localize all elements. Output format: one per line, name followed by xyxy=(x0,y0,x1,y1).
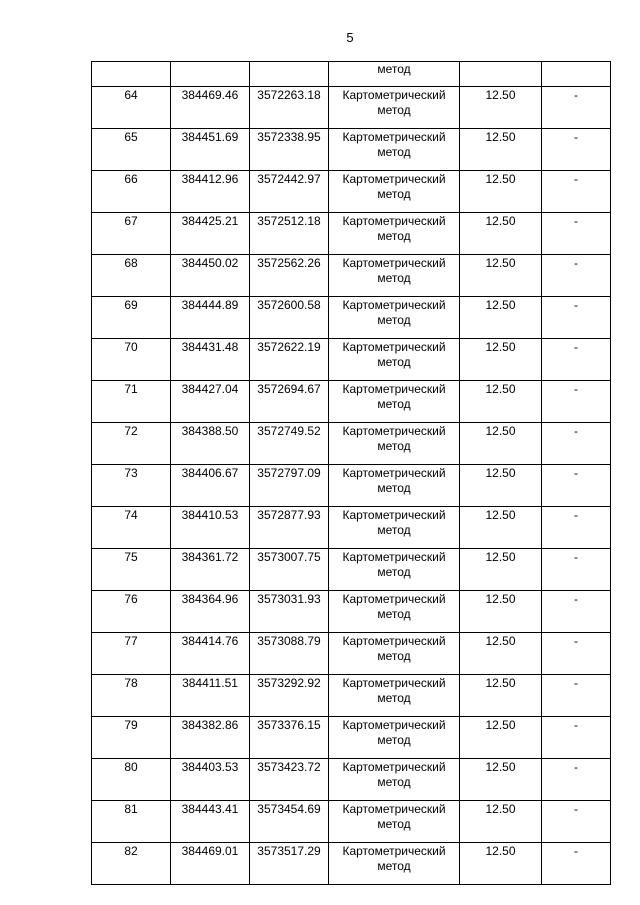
cell-y: 3573292.92 xyxy=(250,675,329,717)
cell-point-number: 72 xyxy=(92,423,171,465)
cell-x: 384444.89 xyxy=(171,297,250,339)
cell-description: - xyxy=(542,843,611,885)
cell-y: 3573088.79 xyxy=(250,633,329,675)
cell-y: 3572694.67 xyxy=(250,381,329,423)
cell-x: 384364.96 xyxy=(171,591,250,633)
cell-point-number: 80 xyxy=(92,759,171,801)
cell-method: Картометрический метод xyxy=(329,507,460,549)
table-row xyxy=(92,171,611,213)
cell-description: - xyxy=(542,675,611,717)
cell-x: 384469.01 xyxy=(171,843,250,885)
table-row xyxy=(92,675,611,717)
table-row xyxy=(92,507,611,549)
table-row xyxy=(92,549,611,591)
cell-method: Картометрический метод xyxy=(329,465,460,507)
cell-method: Картометрический метод xyxy=(329,381,460,423)
cell-method: Картометрический метод xyxy=(329,843,460,885)
cell-accuracy: 12.50 xyxy=(460,717,542,759)
cell-description: - xyxy=(542,549,611,591)
cell-accuracy: 12.50 xyxy=(460,633,542,675)
cell-accuracy: 12.50 xyxy=(460,339,542,381)
cell-description: - xyxy=(542,423,611,465)
cell-description: - xyxy=(542,759,611,801)
cell-x: 384451.69 xyxy=(171,129,250,171)
cell-x: 384410.53 xyxy=(171,507,250,549)
cell-point-number: 65 xyxy=(92,129,171,171)
cell-method: Картометрический метод xyxy=(329,213,460,255)
cell-accuracy: 12.50 xyxy=(460,255,542,297)
cell-description: - xyxy=(542,507,611,549)
cell-y: 3572442.97 xyxy=(250,171,329,213)
cell-accuracy: 12.50 xyxy=(460,213,542,255)
table-row xyxy=(92,213,611,255)
cell-accuracy: 12.50 xyxy=(460,549,542,591)
table-row xyxy=(92,843,611,885)
cell-x: 384469.46 xyxy=(171,87,250,129)
cell-y: 3573031.93 xyxy=(250,591,329,633)
cell-accuracy: 12.50 xyxy=(460,423,542,465)
cell-x: 384431.48 xyxy=(171,339,250,381)
cell-y: 3572338.95 xyxy=(250,129,329,171)
cell-method: Картометрический метод xyxy=(329,339,460,381)
cell-description: - xyxy=(542,591,611,633)
cell-y: 3573517.29 xyxy=(250,843,329,885)
cell-point-number: 64 xyxy=(92,87,171,129)
cell-accuracy: 12.50 xyxy=(460,507,542,549)
table-row xyxy=(92,465,611,507)
cell-point-number: 68 xyxy=(92,255,171,297)
cell-method: Картометрический метод xyxy=(329,549,460,591)
table-row xyxy=(92,129,611,171)
cell-method: Картометрический метод xyxy=(329,801,460,843)
cell-description: - xyxy=(542,717,611,759)
cell-method: Картометрический метод xyxy=(329,633,460,675)
table-row xyxy=(92,87,611,129)
cell-x: 384382.86 xyxy=(171,717,250,759)
cell-y: 3572562.26 xyxy=(250,255,329,297)
cell-y: 3572600.58 xyxy=(250,297,329,339)
cell-accuracy xyxy=(460,62,542,87)
cell-description: - xyxy=(542,381,611,423)
table-row xyxy=(92,717,611,759)
cell-point-number: 75 xyxy=(92,549,171,591)
cell-description: - xyxy=(542,213,611,255)
cell-point-number: 79 xyxy=(92,717,171,759)
cell-x: 384427.04 xyxy=(171,381,250,423)
table-row-continuation xyxy=(92,62,611,87)
cell-description xyxy=(542,62,611,87)
cell-x: 384443.41 xyxy=(171,801,250,843)
cell-y: 3573376.15 xyxy=(250,717,329,759)
cell-method: Картометрический метод xyxy=(329,171,460,213)
cell-y: 3573423.72 xyxy=(250,759,329,801)
coordinates-table xyxy=(91,61,611,885)
cell-y: 3572263.18 xyxy=(250,87,329,129)
cell-description: - xyxy=(542,633,611,675)
cell-y: 3573454.69 xyxy=(250,801,329,843)
cell-method: Картометрический метод xyxy=(329,423,460,465)
cell-x: 384406.67 xyxy=(171,465,250,507)
cell-point-number: 71 xyxy=(92,381,171,423)
cell-point-number: 74 xyxy=(92,507,171,549)
cell-accuracy: 12.50 xyxy=(460,843,542,885)
cell-description: - xyxy=(542,339,611,381)
cell-description: - xyxy=(542,297,611,339)
cell-method: Картометрический метод xyxy=(329,759,460,801)
cell-accuracy: 12.50 xyxy=(460,591,542,633)
page-number: 5 xyxy=(346,30,354,45)
cell-description: - xyxy=(542,255,611,297)
cell-method: Картометрический метод xyxy=(329,129,460,171)
cell-point-number: 81 xyxy=(92,801,171,843)
cell-accuracy: 12.50 xyxy=(460,759,542,801)
cell-method: Картометрический метод xyxy=(329,675,460,717)
cell-y: 3572749.52 xyxy=(250,423,329,465)
cell-point-number: 69 xyxy=(92,297,171,339)
cell-point-number xyxy=(92,62,171,87)
table-row xyxy=(92,297,611,339)
table-body xyxy=(92,62,611,885)
table-row xyxy=(92,423,611,465)
cell-y: 3572622.19 xyxy=(250,339,329,381)
table-row xyxy=(92,801,611,843)
cell-point-number: 67 xyxy=(92,213,171,255)
table-row xyxy=(92,339,611,381)
cell-accuracy: 12.50 xyxy=(460,297,542,339)
cell-description: - xyxy=(542,171,611,213)
cell-description: - xyxy=(542,87,611,129)
cell-description: - xyxy=(542,465,611,507)
cell-point-number: 76 xyxy=(92,591,171,633)
cell-description: - xyxy=(542,129,611,171)
cell-y: 3572797.09 xyxy=(250,465,329,507)
table-row xyxy=(92,633,611,675)
cell-method: Картометрический метод xyxy=(329,255,460,297)
table-row xyxy=(92,255,611,297)
cell-point-number: 82 xyxy=(92,843,171,885)
cell-x: 384388.50 xyxy=(171,423,250,465)
cell-x: 384412.96 xyxy=(171,171,250,213)
cell-method: Картометрический метод xyxy=(329,717,460,759)
cell-accuracy: 12.50 xyxy=(460,381,542,423)
cell-point-number: 78 xyxy=(92,675,171,717)
cell-accuracy: 12.50 xyxy=(460,171,542,213)
cell-point-number: 77 xyxy=(92,633,171,675)
cell-x: 384414.76 xyxy=(171,633,250,675)
cell-accuracy: 12.50 xyxy=(460,465,542,507)
cell-x: 384411.51 xyxy=(171,675,250,717)
cell-method: Картометрический метод xyxy=(329,591,460,633)
cell-accuracy: 12.50 xyxy=(460,801,542,843)
cell-method: Картометрический метод xyxy=(329,297,460,339)
table-row xyxy=(92,591,611,633)
cell-method: метод xyxy=(329,62,460,87)
cell-description: - xyxy=(542,801,611,843)
cell-x: 384361.72 xyxy=(171,549,250,591)
cell-y xyxy=(250,62,329,87)
table-row xyxy=(92,381,611,423)
cell-y: 3572512.18 xyxy=(250,213,329,255)
cell-method: Картометрический метод xyxy=(329,87,460,129)
cell-x: 384403.53 xyxy=(171,759,250,801)
cell-point-number: 70 xyxy=(92,339,171,381)
cell-point-number: 66 xyxy=(92,171,171,213)
cell-accuracy: 12.50 xyxy=(460,129,542,171)
cell-y: 3573007.75 xyxy=(250,549,329,591)
table-row xyxy=(92,759,611,801)
cell-y: 3572877.93 xyxy=(250,507,329,549)
cell-point-number: 73 xyxy=(92,465,171,507)
cell-accuracy: 12.50 xyxy=(460,87,542,129)
cell-accuracy: 12.50 xyxy=(460,675,542,717)
cell-x: 384425.21 xyxy=(171,213,250,255)
cell-x: 384450.02 xyxy=(171,255,250,297)
cell-x xyxy=(171,62,250,87)
